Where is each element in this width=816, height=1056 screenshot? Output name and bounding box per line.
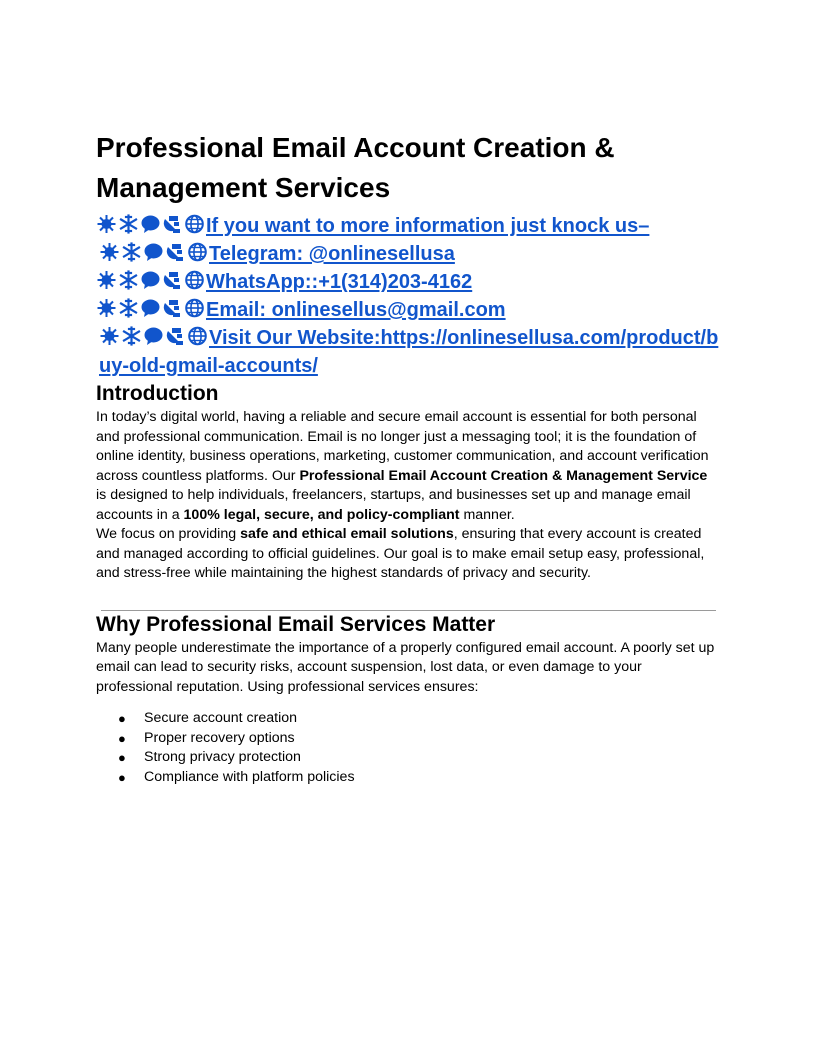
satellite-dish-icon (165, 326, 186, 346)
globe-icon (184, 214, 205, 234)
telegram-link-text: Telegram: @onlinesellusa (209, 243, 455, 265)
bullet-icon: ● (118, 750, 126, 765)
bullet-icon: ● (118, 769, 126, 785)
website-link-text: Visit Our Website:https://onlinesellusa.com/product/buy-old-gmail-accounts/ (99, 327, 719, 377)
globe-icon (184, 298, 205, 318)
virus-icon (96, 214, 117, 234)
text-run: We focus on providing (96, 526, 241, 542)
list-item (96, 748, 721, 768)
list-item (96, 768, 721, 788)
list-item-text: Compliance with platform policies (144, 768, 355, 785)
globe-icon (187, 242, 208, 262)
list-item-text: Secure account creation (144, 710, 298, 726)
emoji-group (96, 215, 206, 237)
text-run: manner. (459, 506, 515, 523)
whatsapp-link[interactable] (96, 268, 721, 296)
emoji-group (96, 271, 206, 293)
why-paragraph: Many people underestimate the importance of a properly configured email account. A poorly set up email can lead to security risks, account suspension, lost data, or even damage to your professional reputation. Using professional services ensures: (96, 639, 715, 695)
speech-bubble-icon (140, 298, 161, 318)
list-item (96, 709, 721, 729)
speech-bubble-icon (140, 270, 161, 290)
satellite-dish-icon (162, 298, 183, 318)
virus-icon (99, 326, 120, 346)
document-page (96, 128, 721, 787)
text-run: is designed to help individuals, freelancers, startups, and businesses set up and manage email accounts in a (96, 487, 691, 523)
email-link-text: Email: onlinesellus@gmail.com (206, 299, 506, 321)
satellite-dish-icon (162, 214, 183, 234)
whatsapp-link-text: WhatsApp::+1(314)203-4162 (206, 271, 473, 293)
benefits-list (96, 709, 721, 787)
snowflake-icon (121, 326, 142, 346)
introduction-paragraph-1 (96, 408, 721, 525)
virus-icon (96, 270, 117, 290)
snowflake-icon (118, 214, 139, 234)
bold-run: 100% legal, secure, and policy-compliant (183, 506, 460, 523)
list-item (96, 729, 721, 749)
website-link[interactable] (96, 324, 721, 380)
globe-icon (184, 270, 205, 290)
speech-bubble-icon (140, 214, 161, 234)
introduction-paragraph-2 (96, 525, 721, 584)
snowflake-icon (118, 270, 139, 290)
info-link-text: If you want to more information just knock us– (206, 215, 650, 237)
list-item-text: Proper recovery options (144, 729, 295, 746)
bullet-icon: ● (118, 711, 126, 726)
virus-icon (99, 242, 120, 262)
email-link[interactable] (96, 296, 721, 324)
speech-bubble-icon (143, 326, 164, 346)
snowflake-icon (118, 298, 139, 318)
emoji-group (99, 243, 209, 265)
globe-icon (187, 326, 208, 346)
speech-bubble-icon (143, 242, 164, 262)
satellite-dish-icon (165, 242, 186, 262)
telegram-link[interactable] (96, 240, 721, 268)
page-title: Professional Email Account Creation & Management Services (96, 132, 615, 203)
text-run: In today’s digital world, having a reliable and secure email account is essential for both personal and professional communication. Email is no longer just a messaging tool; it is the foundation of online identity, business operations, marketing, customer communication, and account verification across countless platforms. Our (96, 409, 709, 484)
emoji-group (99, 327, 209, 349)
bullet-icon: ● (118, 730, 126, 746)
list-item-text: Strong privacy protection (144, 749, 301, 765)
info-link[interactable] (96, 212, 721, 240)
text-run: , ensuring that every account is created and managed according to official guidelines. Our goal is to make email setup easy, professional, and stress-free while maintaining the highest standards of privacy and security. (96, 526, 705, 581)
bold-run: safe and ethical email solutions (240, 526, 454, 542)
bold-run: Professional Email Account Creation & Management Service (299, 467, 708, 484)
virus-icon (96, 298, 117, 318)
introduction-heading: Introduction (96, 382, 219, 405)
contact-links (96, 212, 721, 380)
emoji-group (96, 299, 206, 321)
satellite-dish-icon (162, 270, 183, 290)
snowflake-icon (121, 242, 142, 262)
why-heading: Why Professional Email Services Matter (96, 612, 496, 636)
